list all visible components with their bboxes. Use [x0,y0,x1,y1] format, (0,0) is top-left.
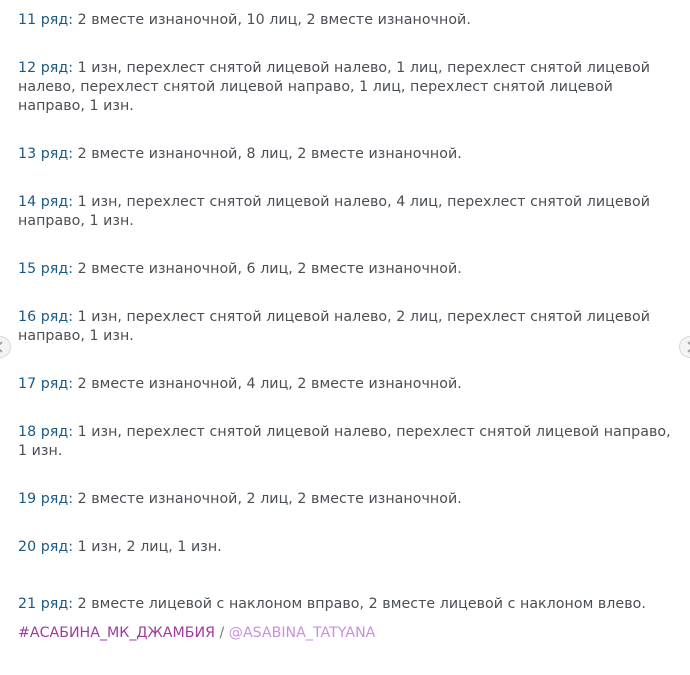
row-label: 20 ряд: [18,539,74,555]
row-text: 1 изн, перехлест снятой лицевой налево, 1 лиц, перехлест снятой лицевой налево, перехлест снятой лицевой направо, 1 лиц, перехлест снятой лицевой направо, 1 изн. [18,60,651,114]
row-text: 1 изн, 2 лиц, 1 изн. [73,539,222,555]
hashtag-link[interactable]: #АСАБИНА_МК_ДЖАМБИЯ [18,625,215,641]
row-19 [18,490,680,509]
row-text: 1 изн, перехлест снятой лицевой налево, перехлест снятой лицевой направо, 1 изн. [18,424,671,459]
row-text: 2 вместе изнаночной, 4 лиц, 2 вместе изнаночной. [73,376,462,392]
row-text: 1 изн, перехлест снятой лицевой налево, 4 лиц, перехлест снятой лицевой направо, 1 изн. [18,194,651,229]
row-text: 1 изн, перехлест снятой лицевой налево, 2 лиц, перехлест снятой лицевой направо, 1 изн. [18,309,651,344]
row-20 [18,538,680,557]
row-label: 17 ряд: [18,376,74,392]
chevron-right-icon [680,337,690,357]
row-text: 2 вместе изнаночной, 10 лиц, 2 вместе изнаночной. [73,12,471,28]
next-slide-button[interactable] [679,336,690,358]
row-12 [18,59,680,116]
row-17 [18,375,680,394]
credits-separator: / [214,625,229,641]
row-text: 2 вместе изнаночной, 6 лиц, 2 вместе изнаночной. [73,261,462,277]
row-text: 2 вместе лицевой с наклоном вправо, 2 вместе лицевой с наклоном влево. [73,596,646,612]
row-16 [18,308,680,346]
row-21 [18,595,680,614]
row-label: 14 ряд: [18,194,74,210]
row-label: 15 ряд: [18,261,74,277]
row-label: 16 ряд: [18,309,74,325]
row-13 [18,145,680,164]
row-label: 13 ряд: [18,146,74,162]
row-text: 2 вместе изнаночной, 8 лиц, 2 вместе изнаночной. [73,146,462,162]
row-15 [18,260,680,279]
row-label: 21 ряд: [18,596,74,612]
username-link[interactable]: @ASABINA_TATYANA [228,625,376,641]
previous-slide-button[interactable] [0,336,11,358]
knitting-instructions [18,11,680,614]
row-label: 19 ряд: [18,491,74,507]
row-label: 18 ряд: [18,424,74,440]
row-label: 11 ряд: [18,12,74,28]
row-label: 12 ряд: [18,60,74,76]
row-text: 2 вместе изнаночной, 2 лиц, 2 вместе изнаночной. [73,491,462,507]
row-14 [18,193,680,231]
credits-line [18,624,375,643]
chevron-left-icon [0,337,10,357]
row-11 [18,11,680,30]
row-18 [18,423,680,461]
